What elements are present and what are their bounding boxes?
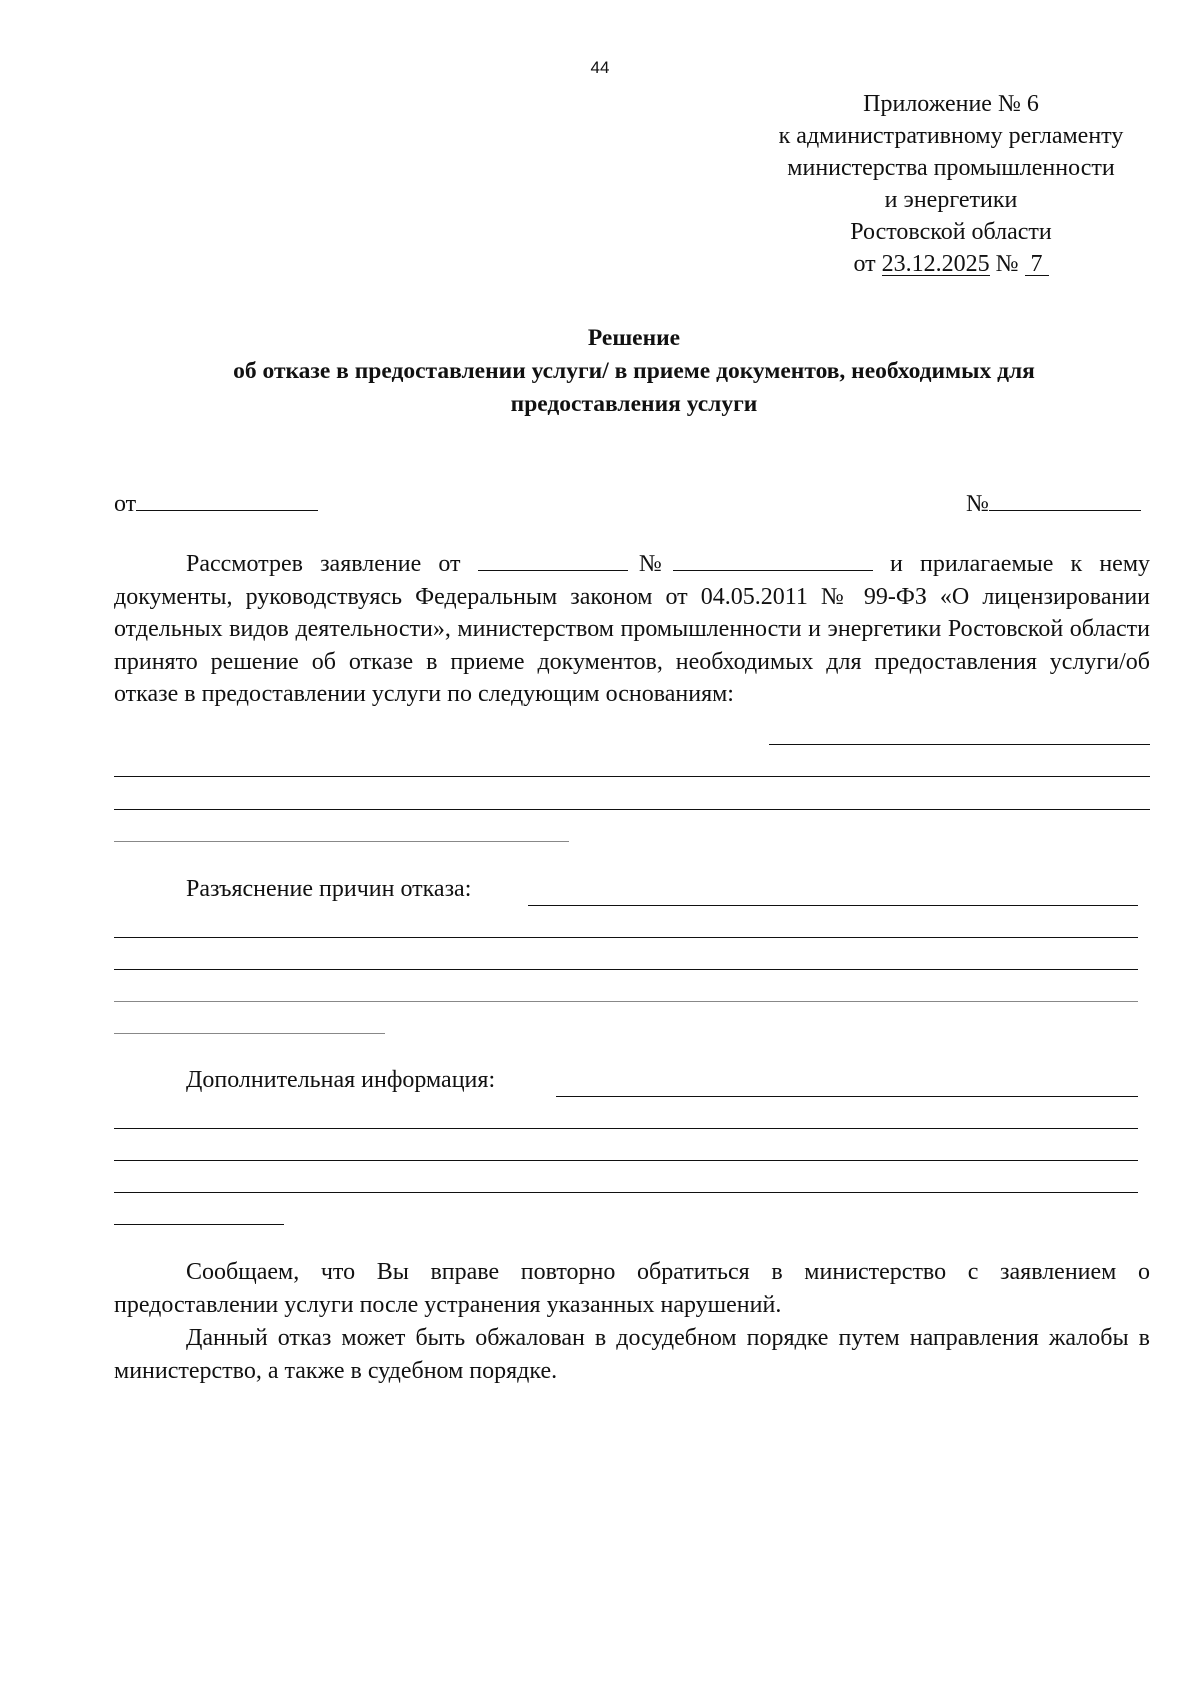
paragraph-appeal: Данный отказ может быть обжалован в досудебном порядке путем направления жалобы в министерство, а также в судебном порядке. <box>114 1325 1150 1384</box>
reasons-line-0[interactable] <box>528 905 1138 906</box>
p1-number-sign: № <box>627 551 673 577</box>
appendix-number: 7 <box>1025 253 1049 276</box>
appendix-date-prefix: от <box>853 251 876 277</box>
decision-number-label: № <box>966 491 989 517</box>
title-line-3: предоставления услуги <box>510 391 758 417</box>
p1-start: Рассмотрев заявление от <box>186 551 461 577</box>
decision-number-field <box>966 490 1141 518</box>
appendix-line-5: Ростовской области <box>850 219 1052 245</box>
reasons-line-4[interactable] <box>114 1033 385 1034</box>
additional-line-4[interactable] <box>114 1224 284 1225</box>
appendix-line-2: к административному регламенту <box>778 123 1124 149</box>
paragraph-notice: Сообщаем, что Вы вправе повторно обратиться в министерство с заявлением о предоставлении услуги после устранения указанных нарушений. <box>114 1259 1150 1318</box>
appendix-date: 23.12.2025 <box>881 251 990 277</box>
appendix-date-line <box>716 248 1186 280</box>
paragraph-application <box>114 548 1150 711</box>
appendix-block <box>716 88 1186 280</box>
additional-line-1[interactable] <box>114 1128 1138 1129</box>
paragraph-reasons <box>114 873 1150 906</box>
page-number: 44 <box>590 58 610 77</box>
additional-label: Дополнительная информация: <box>186 1067 496 1093</box>
paragraph-additional <box>114 1064 1150 1097</box>
reasons-line-2[interactable] <box>114 969 1138 970</box>
grounds-line-1[interactable] <box>114 776 1150 777</box>
decision-date-field <box>114 490 318 518</box>
appendix-line-3: министерства промышленности <box>787 155 1115 181</box>
grounds-line-0[interactable] <box>769 744 1150 745</box>
additional-line-2[interactable] <box>114 1160 1138 1161</box>
decision-number-blank[interactable] <box>989 490 1141 511</box>
additional-line-3[interactable] <box>114 1192 1138 1193</box>
decision-date-label: от <box>114 491 137 517</box>
title-line-2: об отказе в предоставлении услуги/ в приеме документов, необходимых для <box>233 358 1035 384</box>
appendix-line-4: и энергетики <box>884 187 1018 213</box>
document-title <box>114 322 1154 421</box>
title-heading: Решение <box>587 325 681 351</box>
appendix-line-1: Приложение № 6 <box>863 91 1039 117</box>
application-number-blank[interactable] <box>673 550 873 571</box>
additional-line-0[interactable] <box>556 1096 1138 1097</box>
application-date-blank[interactable] <box>478 550 628 571</box>
appendix-number-sign: № <box>995 251 1019 277</box>
reasons-label: Разъяснение причин отказа: <box>186 876 472 902</box>
reasons-line-1[interactable] <box>114 937 1138 938</box>
decision-date-blank[interactable] <box>136 490 318 511</box>
grounds-line-3[interactable] <box>114 841 569 842</box>
grounds-line-2[interactable] <box>114 809 1150 810</box>
p1-rest: и прилагаемые к нему документы, руководствуясь Федеральным законом от 04.05.2011 № 99-ФЗ «О лицензировании отдельных видов деятельности», министерством промышленности и энергетики Ростовской области принято решение об отказе в приеме документов, необходимых для предоставления услуги/об отказе в предоставлении услуги по следующим основаниям: <box>114 551 1151 707</box>
reasons-line-3[interactable] <box>114 1001 1138 1002</box>
